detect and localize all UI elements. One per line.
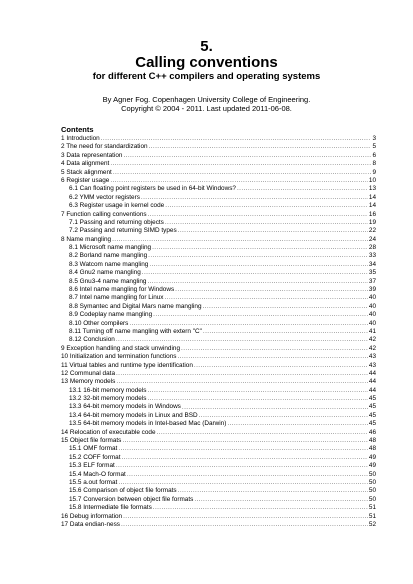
toc-entry-title: 15 Object file formats bbox=[61, 437, 122, 445]
toc-entry-title: 13.2 32-bit memory models bbox=[69, 395, 147, 403]
toc-entry-page: 6 bbox=[372, 151, 376, 159]
toc-entry-title: 17 Data endian-ness bbox=[61, 520, 120, 528]
toc-entry-page: 44 bbox=[368, 378, 376, 386]
toc-leader-dots bbox=[123, 513, 368, 521]
toc-entry-page: 50 bbox=[368, 495, 376, 503]
toc-entry[interactable] bbox=[61, 328, 376, 336]
toc-entry-title: 8.7 Intel name mangling for Linux bbox=[69, 294, 164, 302]
toc-entry-page: 50 bbox=[368, 470, 376, 478]
toc-leader-dots bbox=[110, 160, 371, 168]
toc-entry-title: 1 Introduction bbox=[61, 134, 100, 142]
toc-entry-title: 13.5 64-bit memory models in Intel-based Mac (Darwin) bbox=[69, 420, 227, 428]
toc-leader-dots bbox=[127, 471, 368, 479]
toc-entry[interactable] bbox=[61, 387, 376, 395]
toc-leader-dots bbox=[181, 345, 368, 353]
toc-entry-title: 8.3 Watcom name mangling bbox=[69, 260, 149, 268]
toc-entry[interactable] bbox=[61, 202, 376, 210]
toc-leader-dots bbox=[177, 353, 367, 361]
toc-entry-page: 10 bbox=[368, 176, 376, 184]
toc-entry-title: 8.11 Turning off name mangling with extern "C" bbox=[69, 327, 202, 335]
toc-entry-title: 15.8 Intermediate file formats bbox=[69, 504, 152, 512]
toc-entry[interactable] bbox=[61, 261, 376, 269]
toc-entry-title: 14 Relocation of executable code bbox=[61, 428, 156, 436]
toc-leader-dots bbox=[113, 169, 372, 177]
toc-entry[interactable] bbox=[61, 311, 376, 319]
toc-entry-title: 7 Function calling conventions bbox=[61, 210, 147, 218]
toc-leader-dots bbox=[153, 504, 368, 512]
toc-entry[interactable] bbox=[61, 362, 376, 370]
toc-leader-dots bbox=[116, 378, 368, 386]
toc-entry-page: 50 bbox=[368, 479, 376, 486]
toc-entry-page: 44 bbox=[368, 386, 376, 394]
toc-entry-title: 6.2 YMM vector registers bbox=[69, 193, 140, 201]
toc-entry[interactable] bbox=[61, 160, 376, 168]
toc-leader-dots bbox=[148, 252, 368, 260]
toc-entry-page: 52 bbox=[368, 520, 376, 528]
toc-entry-title: 5 Stack alignment bbox=[61, 168, 112, 176]
toc-entry-page: 14 bbox=[368, 193, 376, 201]
toc-entry-page: 16 bbox=[368, 210, 376, 218]
toc-entry[interactable] bbox=[61, 152, 376, 160]
toc-entry-page: 42 bbox=[368, 336, 376, 344]
toc-entry-page: 43 bbox=[368, 361, 376, 369]
toc-leader-dots bbox=[227, 420, 368, 428]
toc-entry[interactable] bbox=[61, 404, 376, 412]
toc-entry[interactable] bbox=[61, 169, 376, 177]
toc-entry-title: 8.8 Symantec and Digital Mars name mangling bbox=[69, 302, 202, 310]
toc-entry[interactable] bbox=[61, 496, 376, 504]
chapter-number: 5. bbox=[200, 38, 213, 55]
toc-leader-dots bbox=[147, 387, 367, 395]
toc-entry-page: 9 bbox=[372, 168, 376, 176]
toc-leader-dots bbox=[118, 445, 368, 453]
document-title: Calling conventions bbox=[135, 54, 278, 71]
toc-entry[interactable] bbox=[61, 521, 376, 529]
toc-entry-page: 45 bbox=[368, 420, 376, 428]
toc-entry-title: 8.5 Gnu3-4 name mangling bbox=[69, 277, 147, 285]
toc-entry-page: 45 bbox=[368, 403, 376, 411]
toc-entry-title: 15.7 Conversion between object file formats bbox=[69, 495, 194, 503]
toc-entry-title: 12 Communal data bbox=[61, 369, 115, 377]
toc-entry-title: 8.6 Intel name mangling for Windows bbox=[69, 286, 175, 294]
toc-leader-dots bbox=[178, 227, 368, 235]
toc-entry[interactable] bbox=[61, 420, 376, 428]
toc-entry-page: 22 bbox=[368, 227, 376, 235]
toc-leader-dots bbox=[141, 194, 368, 202]
toc-entry-page: 46 bbox=[368, 428, 376, 436]
toc-entry[interactable] bbox=[61, 462, 376, 470]
toc-entry-title: 7.1 Passing and returning objects bbox=[69, 218, 164, 226]
toc-entry-title: 8.4 Gnu2 name mangling bbox=[69, 269, 141, 277]
toc-entry[interactable] bbox=[61, 236, 376, 244]
toc-leader-dots bbox=[110, 177, 368, 185]
toc-entry-title: 15.3 ELF format bbox=[69, 462, 115, 470]
toc-entry[interactable] bbox=[61, 320, 376, 328]
toc-entry-title: 15.5 a.out format bbox=[69, 479, 118, 486]
toc-leader-dots bbox=[118, 479, 368, 487]
toc-entry-page: 48 bbox=[368, 437, 376, 445]
toc-leader-dots bbox=[199, 412, 368, 420]
toc-leader-dots bbox=[157, 429, 368, 437]
toc-entry-page: 14 bbox=[368, 202, 376, 210]
toc-entry-page: 48 bbox=[368, 445, 376, 453]
toc-leader-dots bbox=[165, 219, 368, 227]
contents-heading: Contents bbox=[61, 125, 94, 134]
toc-entry-title: 6.1 Can floating point registers be used in 64-bit Windows? bbox=[69, 185, 236, 193]
toc-entry[interactable] bbox=[61, 353, 376, 361]
toc-entry-page: 24 bbox=[368, 235, 376, 243]
toc-leader-dots bbox=[203, 303, 368, 311]
toc-entry-title: 13.1 16-bit memory models bbox=[69, 386, 147, 394]
toc-leader-dots bbox=[129, 320, 368, 328]
copyright-line: Copyright © 2004 - 2011. Last updated 2011-06-08. bbox=[121, 104, 292, 113]
toc-entry-title: 15.1 OMF format bbox=[69, 445, 118, 453]
toc-entry-title: 8 Name mangling bbox=[61, 235, 112, 243]
toc-entry[interactable] bbox=[61, 378, 376, 386]
toc-entry-title: 8.1 Microsoft name mangling bbox=[69, 244, 152, 252]
toc-entry[interactable] bbox=[61, 445, 376, 453]
toc-leader-dots bbox=[182, 404, 368, 412]
toc-entry[interactable] bbox=[61, 504, 376, 512]
toc-leader-dots bbox=[153, 311, 368, 319]
toc-entry[interactable] bbox=[61, 395, 376, 403]
toc-entry-page: 43 bbox=[368, 353, 376, 361]
toc-entry-page: 42 bbox=[368, 344, 376, 352]
toc-entry-page: 49 bbox=[368, 453, 376, 461]
toc-entry-page: 13 bbox=[368, 185, 376, 193]
toc-entry-title: 10 Initialization and termination functions bbox=[61, 353, 177, 361]
toc-entry-page: 45 bbox=[368, 395, 376, 403]
toc-leader-dots bbox=[149, 143, 372, 151]
toc-entry-page: 51 bbox=[368, 504, 376, 512]
toc-entry-page: 39 bbox=[368, 286, 376, 294]
toc-entry[interactable] bbox=[61, 513, 376, 521]
toc-entry[interactable] bbox=[61, 244, 376, 252]
toc-entry-title: 6.3 Register usage in kernel code bbox=[69, 202, 165, 210]
toc-entry[interactable] bbox=[61, 227, 376, 235]
toc-entry-page: 45 bbox=[368, 411, 376, 419]
toc-leader-dots bbox=[122, 454, 368, 462]
toc-entry-page: 19 bbox=[368, 218, 376, 226]
toc-leader-dots bbox=[194, 362, 368, 370]
toc-entry-page: 51 bbox=[368, 512, 376, 520]
toc-leader-dots bbox=[149, 261, 368, 269]
toc-leader-dots bbox=[122, 437, 368, 445]
toc-entry-title: 15.4 Mach-O format bbox=[69, 470, 126, 478]
document-subtitle: for different C++ compilers and operating systems bbox=[92, 71, 321, 82]
toc-leader-dots bbox=[175, 286, 368, 294]
toc-leader-dots bbox=[116, 370, 368, 378]
toc-entry-page: 49 bbox=[368, 462, 376, 470]
toc-entry[interactable] bbox=[61, 412, 376, 420]
toc-entry-page: 37 bbox=[368, 277, 376, 285]
toc-entry-page: 8 bbox=[372, 160, 376, 168]
toc-entry[interactable] bbox=[61, 143, 376, 151]
toc-entry[interactable] bbox=[61, 286, 376, 294]
toc-leader-dots bbox=[147, 278, 367, 286]
toc-entry-title: 4 Data alignment bbox=[61, 160, 110, 168]
toc-leader-dots bbox=[116, 462, 368, 470]
toc-leader-dots bbox=[147, 395, 367, 403]
toc-entry-title: 8.10 Other compilers bbox=[69, 319, 129, 327]
toc-entry[interactable] bbox=[61, 135, 376, 143]
toc-leader-dots bbox=[142, 269, 368, 277]
toc-entry[interactable] bbox=[61, 336, 376, 344]
toc-entry[interactable] bbox=[61, 454, 376, 462]
toc-entry-title: 13.3 64-bit memory models in Windows bbox=[69, 403, 181, 411]
toc-entry-page: 40 bbox=[368, 311, 376, 319]
toc-leader-dots bbox=[101, 135, 372, 143]
toc-entry[interactable] bbox=[61, 185, 376, 193]
toc-entry-title: 8.9 Codeplay name mangling bbox=[69, 311, 153, 319]
toc-entry[interactable] bbox=[61, 471, 376, 479]
author-line: By Agner Fog. Copenhagen University College of Engineering. bbox=[102, 95, 311, 104]
toc-entry[interactable] bbox=[61, 487, 376, 495]
toc-entry-title: 9 Exception handling and stack unwinding bbox=[61, 344, 181, 352]
toc-entry[interactable] bbox=[61, 345, 376, 353]
toc-entry-title: 3 Data representation bbox=[61, 151, 123, 159]
toc-leader-dots bbox=[203, 328, 368, 336]
toc-entry-title: 13 Memory models bbox=[61, 378, 116, 386]
toc-leader-dots bbox=[165, 294, 368, 302]
toc-entry[interactable] bbox=[61, 278, 376, 286]
toc-entry-title: 11 Virtual tables and runtime type identification bbox=[61, 361, 193, 369]
toc-leader-dots bbox=[178, 487, 368, 495]
toc-entry[interactable] bbox=[61, 429, 376, 437]
toc-entry[interactable] bbox=[61, 303, 376, 311]
toc-entry-page: 28 bbox=[368, 244, 376, 252]
toc-entry-page: 44 bbox=[368, 369, 376, 377]
toc-leader-dots bbox=[148, 211, 368, 219]
toc-entry-page: 5 bbox=[372, 143, 376, 151]
toc-entry[interactable] bbox=[61, 479, 376, 487]
toc-entry[interactable] bbox=[61, 177, 376, 185]
table-of-contents bbox=[61, 135, 376, 529]
toc-leader-dots bbox=[152, 244, 368, 252]
toc-entry[interactable] bbox=[61, 194, 376, 202]
toc-entry[interactable] bbox=[61, 219, 376, 227]
toc-entry[interactable] bbox=[61, 211, 376, 219]
toc-entry-title: 13.4 64-bit memory models in Linux and BSD bbox=[69, 411, 198, 419]
toc-entry-page: 40 bbox=[368, 319, 376, 327]
toc-entry-title: 6 Register usage bbox=[61, 176, 110, 184]
toc-entry-title: 15.2 COFF format bbox=[69, 453, 121, 461]
toc-entry-title: 15.6 Comparison of object file formats bbox=[69, 487, 177, 495]
toc-leader-dots bbox=[123, 152, 371, 160]
toc-entry-title: 8.12 Conclusion bbox=[69, 336, 115, 344]
toc-entry[interactable] bbox=[61, 269, 376, 277]
toc-entry-title: 2 The need for standardization bbox=[61, 143, 148, 151]
toc-entry-page: 40 bbox=[368, 302, 376, 310]
toc-leader-dots bbox=[237, 185, 368, 193]
toc-entry-page: 35 bbox=[368, 269, 376, 277]
toc-entry-page: 33 bbox=[368, 252, 376, 260]
toc-leader-dots bbox=[116, 336, 368, 344]
toc-entry-title: 8.2 Borland name mangling bbox=[69, 252, 148, 260]
toc-leader-dots bbox=[194, 496, 368, 504]
toc-entry-page: 40 bbox=[368, 294, 376, 302]
toc-entry-page: 41 bbox=[368, 327, 376, 335]
toc-entry[interactable] bbox=[61, 294, 376, 302]
toc-leader-dots bbox=[112, 236, 368, 244]
toc-entry[interactable] bbox=[61, 252, 376, 260]
toc-entry[interactable] bbox=[61, 370, 376, 378]
toc-entry-page: 3 bbox=[372, 134, 376, 142]
toc-entry-title: 7.2 Passing and returning SIMD types bbox=[69, 227, 177, 235]
toc-entry-page: 50 bbox=[368, 487, 376, 495]
toc-leader-dots bbox=[165, 202, 368, 210]
toc-leader-dots bbox=[121, 521, 368, 529]
toc-entry[interactable] bbox=[61, 437, 376, 445]
toc-entry-page: 34 bbox=[368, 260, 376, 268]
toc-entry-title: 16 Debug information bbox=[61, 512, 123, 520]
